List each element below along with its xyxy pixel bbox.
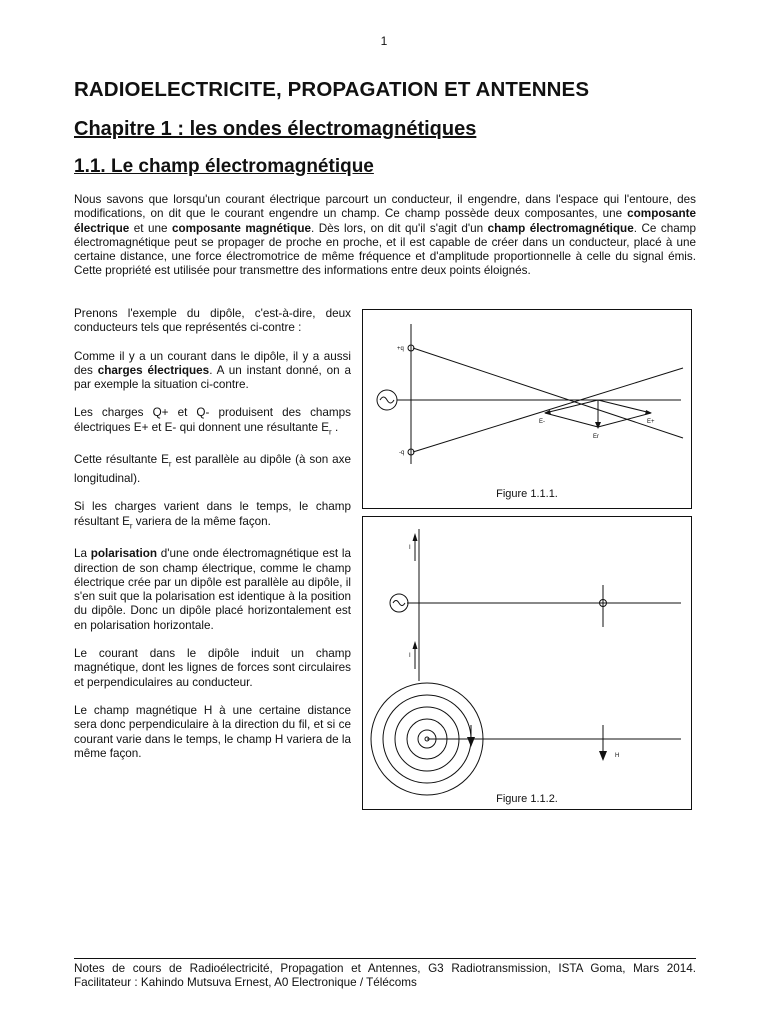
label-e-minus: E- <box>539 419 545 425</box>
er-arrowhead <box>595 422 601 429</box>
dipole-charges-diagram <box>363 310 691 508</box>
paragraph-charges: Comme il y a un courant dans le dipôle, il y a aussi des charges électriques. A un instant donné, on a par exemple la situation ci-contre. <box>74 349 351 392</box>
intro-paragraph: Nous savons que lorsqu'un courant électrique parcourt un conducteur, il engendre, dans l'espace qui l'entoure, des modifications, on dit que le courant engendre un champ. Ce champ possède deux composantes, une composante électrique et une composante magnétique. Dès lors, on dit qu'il s'agit d'un champ électromagnétique. Ce champ électromagnétique peut se propager de proche en proche, et il est capable de créer dans un conducteur, placé à une certaine distance, une force électromotrice de même fréquence et d'amplitude proportionnelle à celle du signal émis. Cette propriété est utilisée pour transmettre des informations entre deux points éloignés. <box>74 193 696 278</box>
paragraph-variation: Si les charges varient dans le temps, le champ résultant $E_r$ variera de la même façon. <box>74 500 351 530</box>
left-column-text <box>74 307 351 775</box>
term-electric-component: composante électrique <box>74 207 696 235</box>
paragraph-fields: Les charges Q+ et Q- produisent des champs électriques E+ et E- qui donnent une résultante $E_r$ . <box>74 406 351 437</box>
document-title: RADIOELECTRICITE, PROPAGATION ET ANTENNES <box>74 78 590 101</box>
footer-note: Notes de cours de Radioélectricité, Propagation et Antennes, G3 Radiotransmission, ISTA Goma, Mars 2014. Facilitateur : Kahindo Mutsuva Ernest, A0 Electronique / Télécoms <box>74 958 696 989</box>
paragraph-magnetic-field: Le courant dans le dipôle induit un champ magnétique, dont les lignes de forces sont circulaires et perpendiculaires au conducteur. <box>74 647 351 689</box>
label-current-top: I <box>409 545 411 551</box>
label-current-bottom: I <box>409 653 411 659</box>
figure-1-1-2-caption: Figure 1.1.2. <box>496 793 558 805</box>
paragraph-polarisation: La polarisation d'une onde électromagnétique est la direction de son champ électrique, comme le champ électrique crée par un dipôle est parallèle au dipôle, il s'en suit que la polarisation est identique à la position du dipôle. Donc un dipôle placé horizontalement est en polarisation horizontale. <box>74 547 351 632</box>
ac-wave-icon <box>380 397 394 403</box>
section-title: 1.1. Le champ électromagnétique <box>74 156 374 177</box>
h-arrowhead-near <box>467 737 475 747</box>
ac-wave-icon <box>393 601 405 606</box>
e-plus-arrowhead <box>645 410 652 415</box>
paragraph-h-field: Le champ magnétique H à une certaine distance sera donc perpendiculaire à la direction du fil, et si ce courant varie dans le temps, le champ H variera de la même façon. <box>74 703 351 760</box>
e-plus-vector <box>598 400 651 413</box>
current-arrowhead-top <box>413 533 418 541</box>
term-magnetic-component: composante magnétique <box>172 221 311 235</box>
paragraph-resultant: Cette résultante $E_r$ est parallèle au dipôle (à son axe longitudinal). <box>74 453 351 486</box>
current-arrowhead-bottom <box>413 641 418 649</box>
paragraph-dipole-example: Prenons l'exemple du dipôle, c'est-à-dire, deux conducteurs tels que représentés ci-contre : <box>74 307 351 335</box>
figure-1-1-1-caption: Figure 1.1.1. <box>496 488 558 500</box>
chapter-title: Chapitre 1 : les ondes électromagnétiques <box>74 118 477 140</box>
label-h: H <box>615 753 620 759</box>
label-er: Er <box>593 434 599 440</box>
label-minus-q: -q <box>399 450 405 456</box>
field-line-from-bottom <box>413 368 683 452</box>
h-arrowhead-far <box>599 751 607 761</box>
label-plus-q: +q <box>397 346 404 352</box>
magnetic-field-diagram <box>363 517 691 809</box>
page-number: 1 <box>380 34 388 48</box>
parallelogram-left <box>545 413 598 427</box>
term-em-field: champ électromagnétique <box>487 221 634 235</box>
label-e-plus: E+ <box>647 419 655 425</box>
figure-1-1-1 <box>362 309 692 509</box>
field-line-from-top <box>413 348 683 438</box>
figure-1-1-2 <box>362 516 692 810</box>
